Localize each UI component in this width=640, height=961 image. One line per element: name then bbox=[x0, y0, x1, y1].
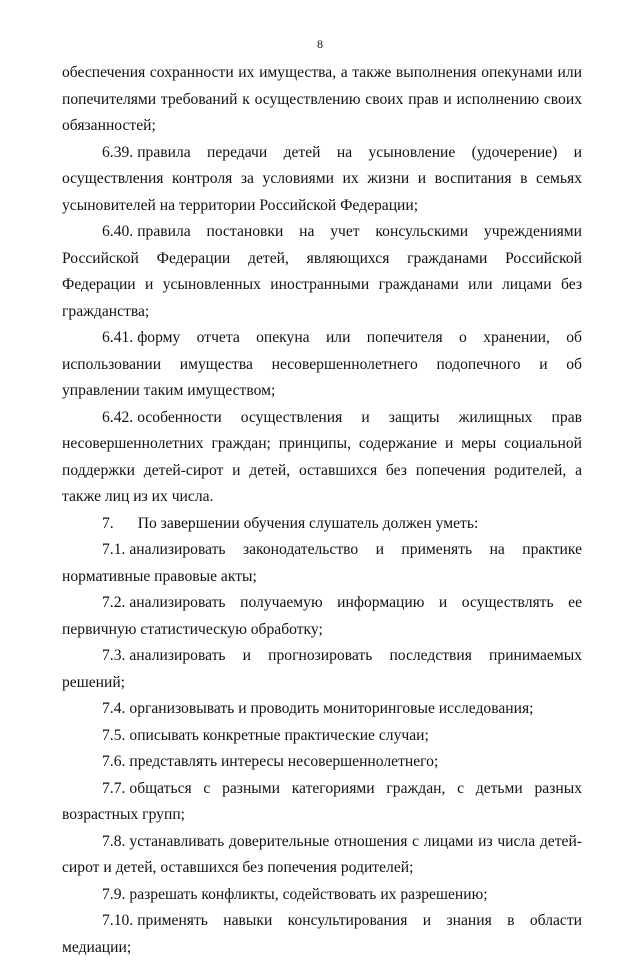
paragraph-7-9 bbox=[62, 882, 582, 909]
paragraph-number: 7.2. bbox=[102, 594, 126, 611]
paragraph-7-5 bbox=[62, 723, 582, 750]
paragraph-number: 7.4. bbox=[102, 700, 126, 717]
paragraph-text: общаться с разными категориями граждан, с детьми разных возрастных групп; bbox=[62, 779, 582, 823]
paragraph-7-4 bbox=[62, 696, 582, 723]
paragraph-text: представлять интересы несовершеннолетнего; bbox=[129, 753, 439, 770]
paragraph-text: устанавливать доверительные отношения с лицами из числа детей-сирот и детей, оставшихся без попечения родителей; bbox=[62, 832, 582, 876]
paragraph-7-10 bbox=[62, 908, 582, 961]
paragraph-7-2 bbox=[62, 590, 582, 643]
paragraph-text: правила постановки на учет консульскими учреждениями Российской Федерации детей, являющихся гражданами Российской Федерации и усыновленных иностранными гражданами или лицами без гражданства; bbox=[62, 223, 582, 320]
paragraph-6-42 bbox=[62, 405, 582, 511]
paragraph-text: форму отчета опекуна или попечителя о хранении, об использовании имущества несовершеннолетнего подопечного и об управлении таким имуществом; bbox=[62, 329, 582, 399]
paragraph-7 bbox=[62, 511, 582, 538]
paragraph-text: анализировать получаемую информацию и осуществлять ее первичную статистическую обработку; bbox=[62, 594, 582, 638]
paragraph-text: организовывать и проводить мониторинговые исследования; bbox=[129, 700, 534, 717]
paragraph-text: особенности осуществления и защиты жилищных прав несовершеннолетних граждан; принципы, содержание и меры социальной поддержки детей-сирот и детей, оставшихся без попечения родителей, а также лиц из их числа. bbox=[62, 408, 582, 505]
paragraph-6-40 bbox=[62, 219, 582, 325]
paragraph-number: 7.5. bbox=[102, 726, 126, 744]
paragraph-number: 7.7. bbox=[102, 779, 126, 797]
paragraph-number: 7.8. bbox=[102, 832, 126, 850]
paragraph-text: По завершении обучения слушатель должен уметь: bbox=[137, 514, 479, 532]
paragraph-7-8 bbox=[62, 829, 582, 882]
paragraph-text: правила передачи детей на усыновление (удочерение) и осуществления контроля за условиями их жизни и воспитания в семьях усыновителей на территории Российской Федерации; bbox=[62, 143, 582, 214]
paragraph-continuation bbox=[62, 60, 582, 140]
paragraph-text: применять навыки консультирования и знания в области медиации; bbox=[62, 912, 582, 956]
paragraph-number: 7.1. bbox=[102, 541, 126, 558]
paragraph-7-3 bbox=[62, 643, 582, 696]
paragraph-number: 7.9. bbox=[102, 885, 126, 903]
paragraph-text: разрешать конфликты, содействовать их разрешению; bbox=[129, 885, 488, 903]
paragraph-6-41 bbox=[62, 325, 582, 405]
paragraph-number: 6.40. bbox=[102, 223, 134, 240]
paragraph-7-1 bbox=[62, 537, 582, 590]
paragraph-text: обеспечения сохранности их имущества, а также выполнения опекунами или попечителями требований к осуществлению своих прав и исполнению своих обязанностей; bbox=[62, 64, 582, 134]
paragraph-number: 7. bbox=[102, 514, 114, 532]
paragraph-number: 7.3. bbox=[102, 647, 126, 664]
paragraph-number: 6.39. bbox=[102, 143, 134, 161]
paragraph-text: описывать конкретные практические случаи; bbox=[129, 726, 429, 744]
paragraph-7-6 bbox=[62, 749, 582, 776]
paragraph-number: 6.42. bbox=[102, 408, 134, 426]
paragraph-6-39 bbox=[62, 140, 582, 220]
paragraph-number: 6.41. bbox=[102, 329, 134, 346]
document-body bbox=[62, 60, 582, 961]
paragraph-number: 7.10. bbox=[102, 912, 134, 929]
paragraph-text: анализировать и прогнозировать последствия принимаемых решений; bbox=[62, 647, 582, 691]
paragraph-7-7 bbox=[62, 776, 582, 829]
paragraph-text: анализировать законодательство и применять на практике нормативные правовые акты; bbox=[62, 541, 582, 585]
paragraph-number: 7.6. bbox=[102, 753, 126, 770]
page-number: 8 bbox=[317, 37, 323, 51]
